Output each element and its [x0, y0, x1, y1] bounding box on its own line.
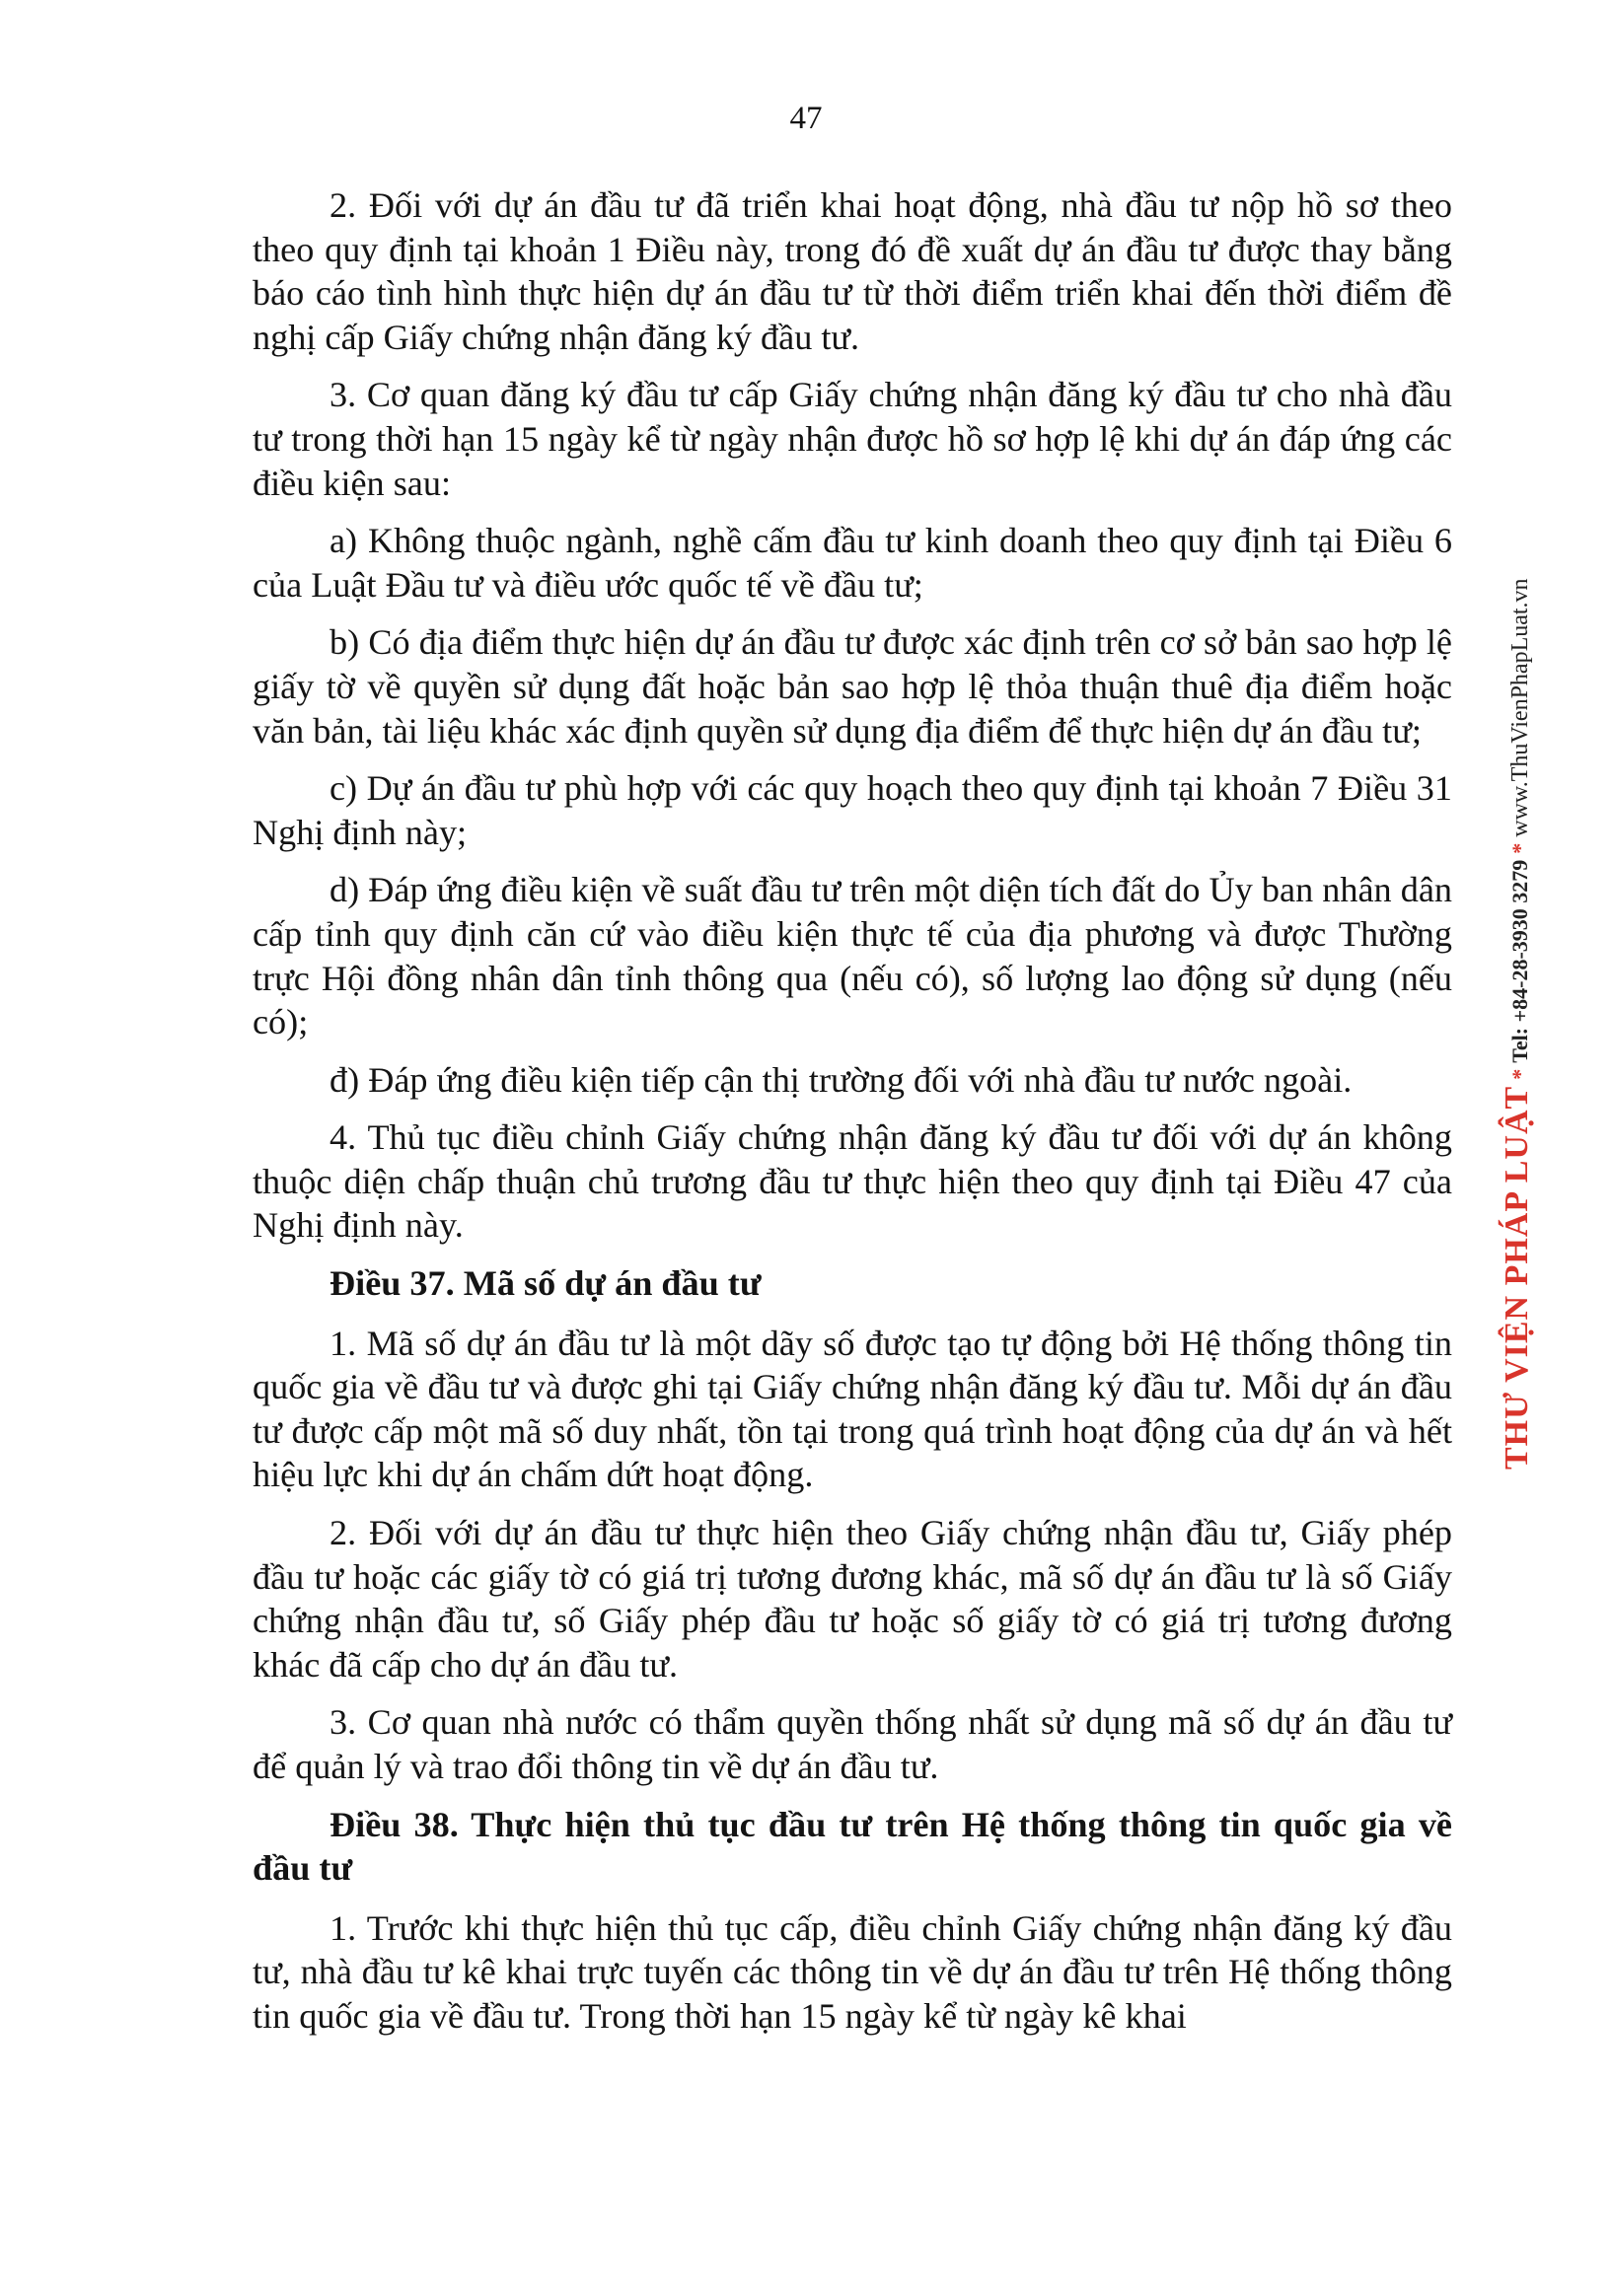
paragraph: 3. Cơ quan đăng ký đầu tư cấp Giấy chứng nhận đăng ký đầu tư cho nhà đầu tư trong thời hạn 15 ngày kể từ ngày nhận được hồ sơ hợp lệ khi dự án đáp ứng các điều kiện sau:: [253, 375, 1452, 503]
star-icon: *: [1507, 1068, 1532, 1080]
watermark-site: www.ThuVienPhapLuat.vn: [1507, 578, 1533, 837]
star-icon: *: [1507, 842, 1532, 854]
paragraph: 4. Thủ tục điều chỉnh Giấy chứng nhận đăng ký đầu tư đối với dự án không thuộc diện chấp thuận chủ trương đầu tư thực hiện theo quy định tại Điều 47 của Nghị định này.: [253, 1117, 1452, 1246]
paragraph: b) Có địa điểm thực hiện dự án đầu tư được xác định trên cơ sở bản sao hợp lệ giấy tờ về quyền sử dụng đất hoặc bản sao hợp lệ thỏa thuận thuê địa điểm hoặc văn bản, tài liệu khác xác định quyền sử dụng địa điểm để thực hiện dự án đầu tư;: [253, 622, 1452, 751]
paragraph: d) Đáp ứng điều kiện về suất đầu tư trên một diện tích đất do Ủy ban nhân dân cấp tỉnh quy định căn cứ vào điều kiện thực tế của địa phương và được Thường trực Hội đồng nhân dân tỉnh thông qua (nếu có), số lượng lao động sử dụng (nếu có);: [253, 870, 1452, 1042]
paragraph: 2. Đối với dự án đầu tư đã triển khai hoạt động, nhà đầu tư nộp hồ sơ theo theo quy định tại khoản 1 Điều này, trong đó đề xuất dự án đầu tư được thay bằng báo cáo tình hình thực hiện dự án đầu tư từ thời điểm triển khai đến thời điểm đề nghị cấp Giấy chứng nhận đăng ký đầu tư.: [253, 185, 1452, 357]
paragraph: 3. Cơ quan nhà nước có thẩm quyền thống nhất sử dụng mã số dự án đầu tư để quản lý và trao đổi thông tin về dự án đầu tư.: [253, 1702, 1452, 1786]
paragraph: c) Dự án đầu tư phù hợp với các quy hoạch theo quy định tại khoản 7 Điều 31 Nghị định này;: [253, 768, 1452, 852]
watermark-tel: Tel: +84-28-3930 3279: [1507, 859, 1532, 1063]
paragraph: 2. Đối với dự án đầu tư thực hiện theo Giấy chứng nhận đầu tư, Giấy phép đầu tư hoặc các giấy tờ có giá trị tương đương khác, mã số dự án đầu tư là số Giấy chứng nhận đầu tư, số Giấy phép đầu tư hoặc số giấy tờ có giá trị tương đương khác đã cấp cho dự án đầu tư.: [253, 1513, 1452, 1685]
paragraph: 1. Mã số dự án đầu tư là một dãy số được tạo tự động bởi Hệ thống thông tin quốc gia về đầu tư và được ghi tại Giấy chứng nhận đăng ký đầu tư. Mỗi dự án đầu tư được cấp một mã số duy nhất, tồn tại trong quá trình hoạt động của dự án và hết hiệu lực khi dự án chấm dứt hoạt động.: [253, 1323, 1452, 1495]
paragraph: a) Không thuộc ngành, nghề cấm đầu tư kinh doanh theo quy định tại Điều 6 của Luật Đầu tư và điều ước quốc tế về đầu tư;: [253, 521, 1452, 605]
article-heading: Điều 37. Mã số dự án đầu tư: [330, 1263, 762, 1304]
article-heading: Điều 38. Thực hiện thủ tục đầu tư trên Hệ thống thông tin quốc gia về đầu tư: [253, 1804, 1452, 1889]
page-number: 47: [789, 101, 823, 136]
paragraph: 1. Trước khi thực hiện thủ tục cấp, điều chỉnh Giấy chứng nhận đăng ký đầu tư, nhà đầu tư kê khai trực tuyến các thông tin về dự án đầu tư trên Hệ thống thông tin quốc gia về đầu tư. Trong thời hạn 15 ngày kể từ ngày kê khai: [253, 1907, 1452, 2036]
paragraph: đ) Đáp ứng điều kiện tiếp cận thị trường đối với nhà đầu tư nước ngoài.: [330, 1059, 1353, 1100]
watermark-brand: THƯ VIỆN PHÁP LUẬT: [1499, 1085, 1535, 1470]
document-body: [253, 183, 1452, 2052]
